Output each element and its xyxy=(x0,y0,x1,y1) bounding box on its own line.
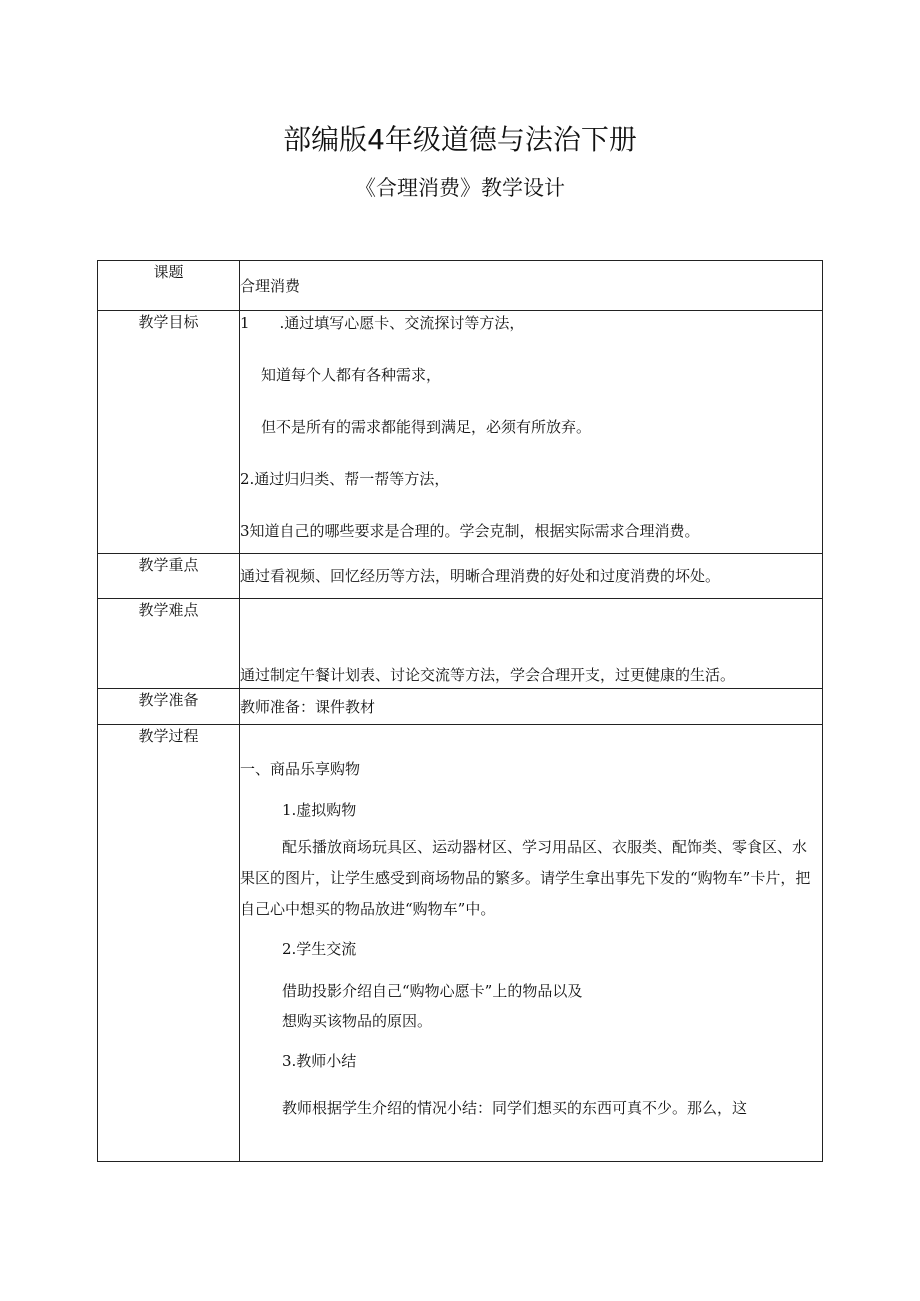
objective-line-4: 2.通过归归类、帮一帮等方法， xyxy=(240,470,450,488)
row-topic xyxy=(98,261,823,311)
objective-line-5: 3知道自己的哪些要求是合理的。学会克制，根据实际需求合理消费。 xyxy=(240,522,700,540)
process-step-3: 3.教师小结 xyxy=(282,1052,357,1070)
document-title: 部编版4年级道德与法治下册 xyxy=(283,123,637,156)
value-topic xyxy=(240,261,823,311)
topic-text: 合理消费 xyxy=(240,276,301,295)
value-objectives xyxy=(240,311,823,554)
label-topic: 课题 xyxy=(98,261,240,311)
row-objectives xyxy=(98,311,823,554)
label-preparation: 教学准备 xyxy=(98,689,240,725)
value-difficulties xyxy=(240,599,823,689)
process-paragraph-1: 配乐播放商场玩具区、运动器材区、学习用品区、衣服类、配饰类、零食区、水果区的图片，让学生感受到商场物品的繁多。请学生拿出事先下发的“购物车”卡片，把自己心中想买的物品放进“购物车”中。 xyxy=(240,838,811,918)
row-difficulties xyxy=(98,599,823,689)
row-preparation xyxy=(98,689,823,725)
process-step-2: 2.学生交流 xyxy=(282,940,357,958)
preparation-text: 教师准备：课件教材 xyxy=(240,697,376,716)
value-process xyxy=(240,725,823,1162)
label-key-points: 教学重点 xyxy=(98,554,240,599)
label-objectives: 教学目标 xyxy=(98,311,240,554)
objective-line-2: 知道每个人都有各种需求， xyxy=(261,366,442,384)
objective-line-1: 1 .通过填写心愿卡、交流探讨等方法， xyxy=(240,314,525,332)
lesson-plan-table xyxy=(97,260,823,1162)
process-section-1: 一、商品乐享购物 xyxy=(240,760,361,778)
process-step-1: 1.虚拟购物 xyxy=(282,801,357,819)
value-key-points xyxy=(240,554,823,599)
label-difficulties: 教学难点 xyxy=(98,599,240,689)
difficulties-text: 通过制定午餐计划表、讨论交流等方法，学会合理开支，过更健康的生活。 xyxy=(240,666,736,684)
row-process xyxy=(98,725,823,1162)
process-paragraph-2-line-2: 想购买该物品的原因。 xyxy=(282,1012,433,1030)
process-paragraph-3: 教师根据学生介绍的情况小结：同学们想买的东西可真不少。那么，这 xyxy=(282,1099,748,1117)
label-process: 教学过程 xyxy=(98,725,240,1162)
objective-line-3: 但不是所有的需求都能得到满足，必须有所放弃。 xyxy=(261,418,592,436)
key-points-text: 通过看视频、回忆经历等方法，明晰合理消费的好处和过度消费的坏处。 xyxy=(240,567,721,585)
row-key-points xyxy=(98,554,823,599)
process-paragraph-2-line-1: 借助投影介绍自己“购物心愿卡”上的物品以及 xyxy=(282,982,583,1000)
document-subtitle: 《合理消费》教学设计 xyxy=(355,176,565,200)
value-preparation xyxy=(240,689,823,725)
